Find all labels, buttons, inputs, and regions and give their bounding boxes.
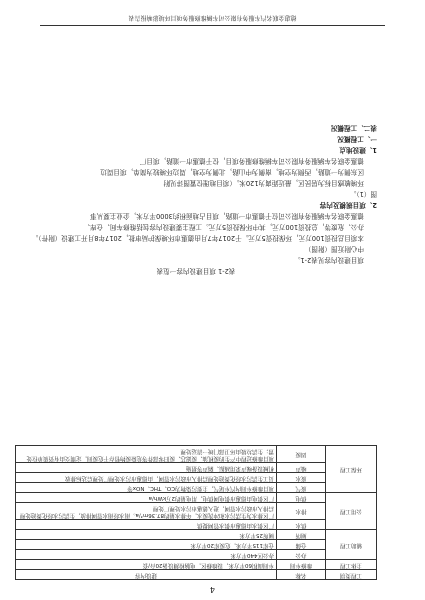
category-cell: 环保工程 (326, 446, 377, 493)
page-number: 4 (209, 585, 216, 594)
name-cell: 厕所 (277, 530, 326, 540)
section-heading: 1、建设地点 (339, 146, 377, 154)
table-header-cell: 工程类别 (326, 570, 377, 580)
table-row (16, 540, 377, 550)
table-row (16, 550, 377, 560)
paragraph: 环境敏感目标为居民区，最近距离为120米。（项目地理位置图详见附 (163, 179, 364, 187)
paragraph: 德惠金联名车辆服务有限公司车辆维修服务项目，位于德惠市一道路，项目厂 (139, 157, 364, 165)
chapter-heading: 表二、工程概况 (330, 124, 377, 132)
name-cell: 仓储 (277, 540, 326, 550)
name-cell: 排水 (277, 503, 326, 520)
table-row (16, 503, 377, 520)
name-cell: 维修车间 (277, 560, 326, 570)
name-cell: 供水 (277, 520, 326, 530)
name-cell: 供电 (277, 493, 326, 503)
table-row (16, 520, 377, 530)
table-header-row (16, 570, 377, 580)
category-cell: 主体工程 (326, 560, 377, 570)
content-cell: 厂区供水由德惠市供水管网提供 (16, 520, 277, 530)
paragraph: 中心附近图（附图） (304, 245, 364, 253)
section-heading: 2、项目规模及内容 (319, 201, 377, 209)
table-caption: 表2-1 项目建设内容一览表 (156, 267, 236, 275)
category-cell: 辅助工程 (326, 530, 377, 560)
table-row (16, 493, 377, 503)
content-cell: 机械设备噪声采用减振、隔声等措施 (16, 463, 277, 473)
paragraph: 本项目总投资100万元，环保投资5万元。于2017年7月由德惠市环境保护局审批，2017年8月开工建设（附件）。 (31, 234, 364, 242)
category-cell: 公用工程 (326, 493, 377, 530)
page-footer: 德惠金联名汽车服务有限公司车辆维修服务项目环境影响报告表 (40, 14, 385, 26)
table-row (16, 473, 377, 483)
paragraph: 区东侧为一道路，西侧为空地，南侧为中山路，北侧为空地，周边环境较为简单，项目周边 (100, 168, 364, 176)
content-cell: 项目维修车间内汽车尾气，主要污染物为CO、THC、NOx等 (16, 483, 277, 493)
table-row (16, 463, 377, 473)
table-header-cell: 名称 (277, 570, 326, 580)
name-cell: 废气 (277, 483, 326, 493)
table-row (16, 530, 377, 540)
content-cell: 仓库115平方米，危废库20平方米 (16, 540, 277, 550)
name-cell: 办公 (277, 550, 326, 560)
content-cell: 厂区排水为生活污水和冲洗废水，年排水量约87.36m³/a。雨水经雨水管网排放，生活污水经化粪池处理后排入市政污水管网，进入德惠市污水处理厂处理 (16, 503, 277, 520)
content-cell: 厕所25平方米 (16, 530, 277, 540)
body-text (15, 122, 377, 276)
construction-content-table (15, 445, 377, 580)
section-heading: 一、工程概况 (337, 135, 377, 143)
content-cell: 厂区供电由德惠市供电网供电，用电量约2万kWh/a (16, 493, 277, 503)
content-cell: 项目维修过程中产生的废机油、废滤芯、废旧零部件等危险废物暂存于危废间，定期交由有资质单位处置；生活垃圾由环卫部门统一清运处理 (16, 446, 277, 463)
content-cell: 员工生活污水经化粪池处理后排入市政污水管网，由德惠市污水处理厂处理后达标排放 (16, 473, 277, 483)
table-row (16, 446, 377, 463)
table-header-cell: 建设内容 (16, 570, 277, 580)
paragraph: 项目建设内容见表2-1。 (293, 256, 364, 264)
name-cell: 噪声 (277, 463, 326, 473)
content-cell: 车间面积60平方米，设维修区，电脑检测设备20台/套 (16, 560, 277, 570)
paragraph: 德惠金联名车辆服务有限公司位于德惠市一道路，项目占地面积约3000平方米，企业主要从事 (90, 212, 364, 220)
name-cell: 废水 (277, 473, 326, 483)
content-cell: 办公区440平方米 (16, 550, 277, 560)
table-row (16, 560, 377, 570)
paragraph: 图（1）。 (349, 190, 377, 198)
name-cell: 固废 (277, 446, 326, 463)
paragraph: 办公、危废等，总投资100万元，其中环保投资5万元。工程主要建设内容包括维修车间、仓库、 (83, 223, 364, 231)
table-row (16, 483, 377, 493)
